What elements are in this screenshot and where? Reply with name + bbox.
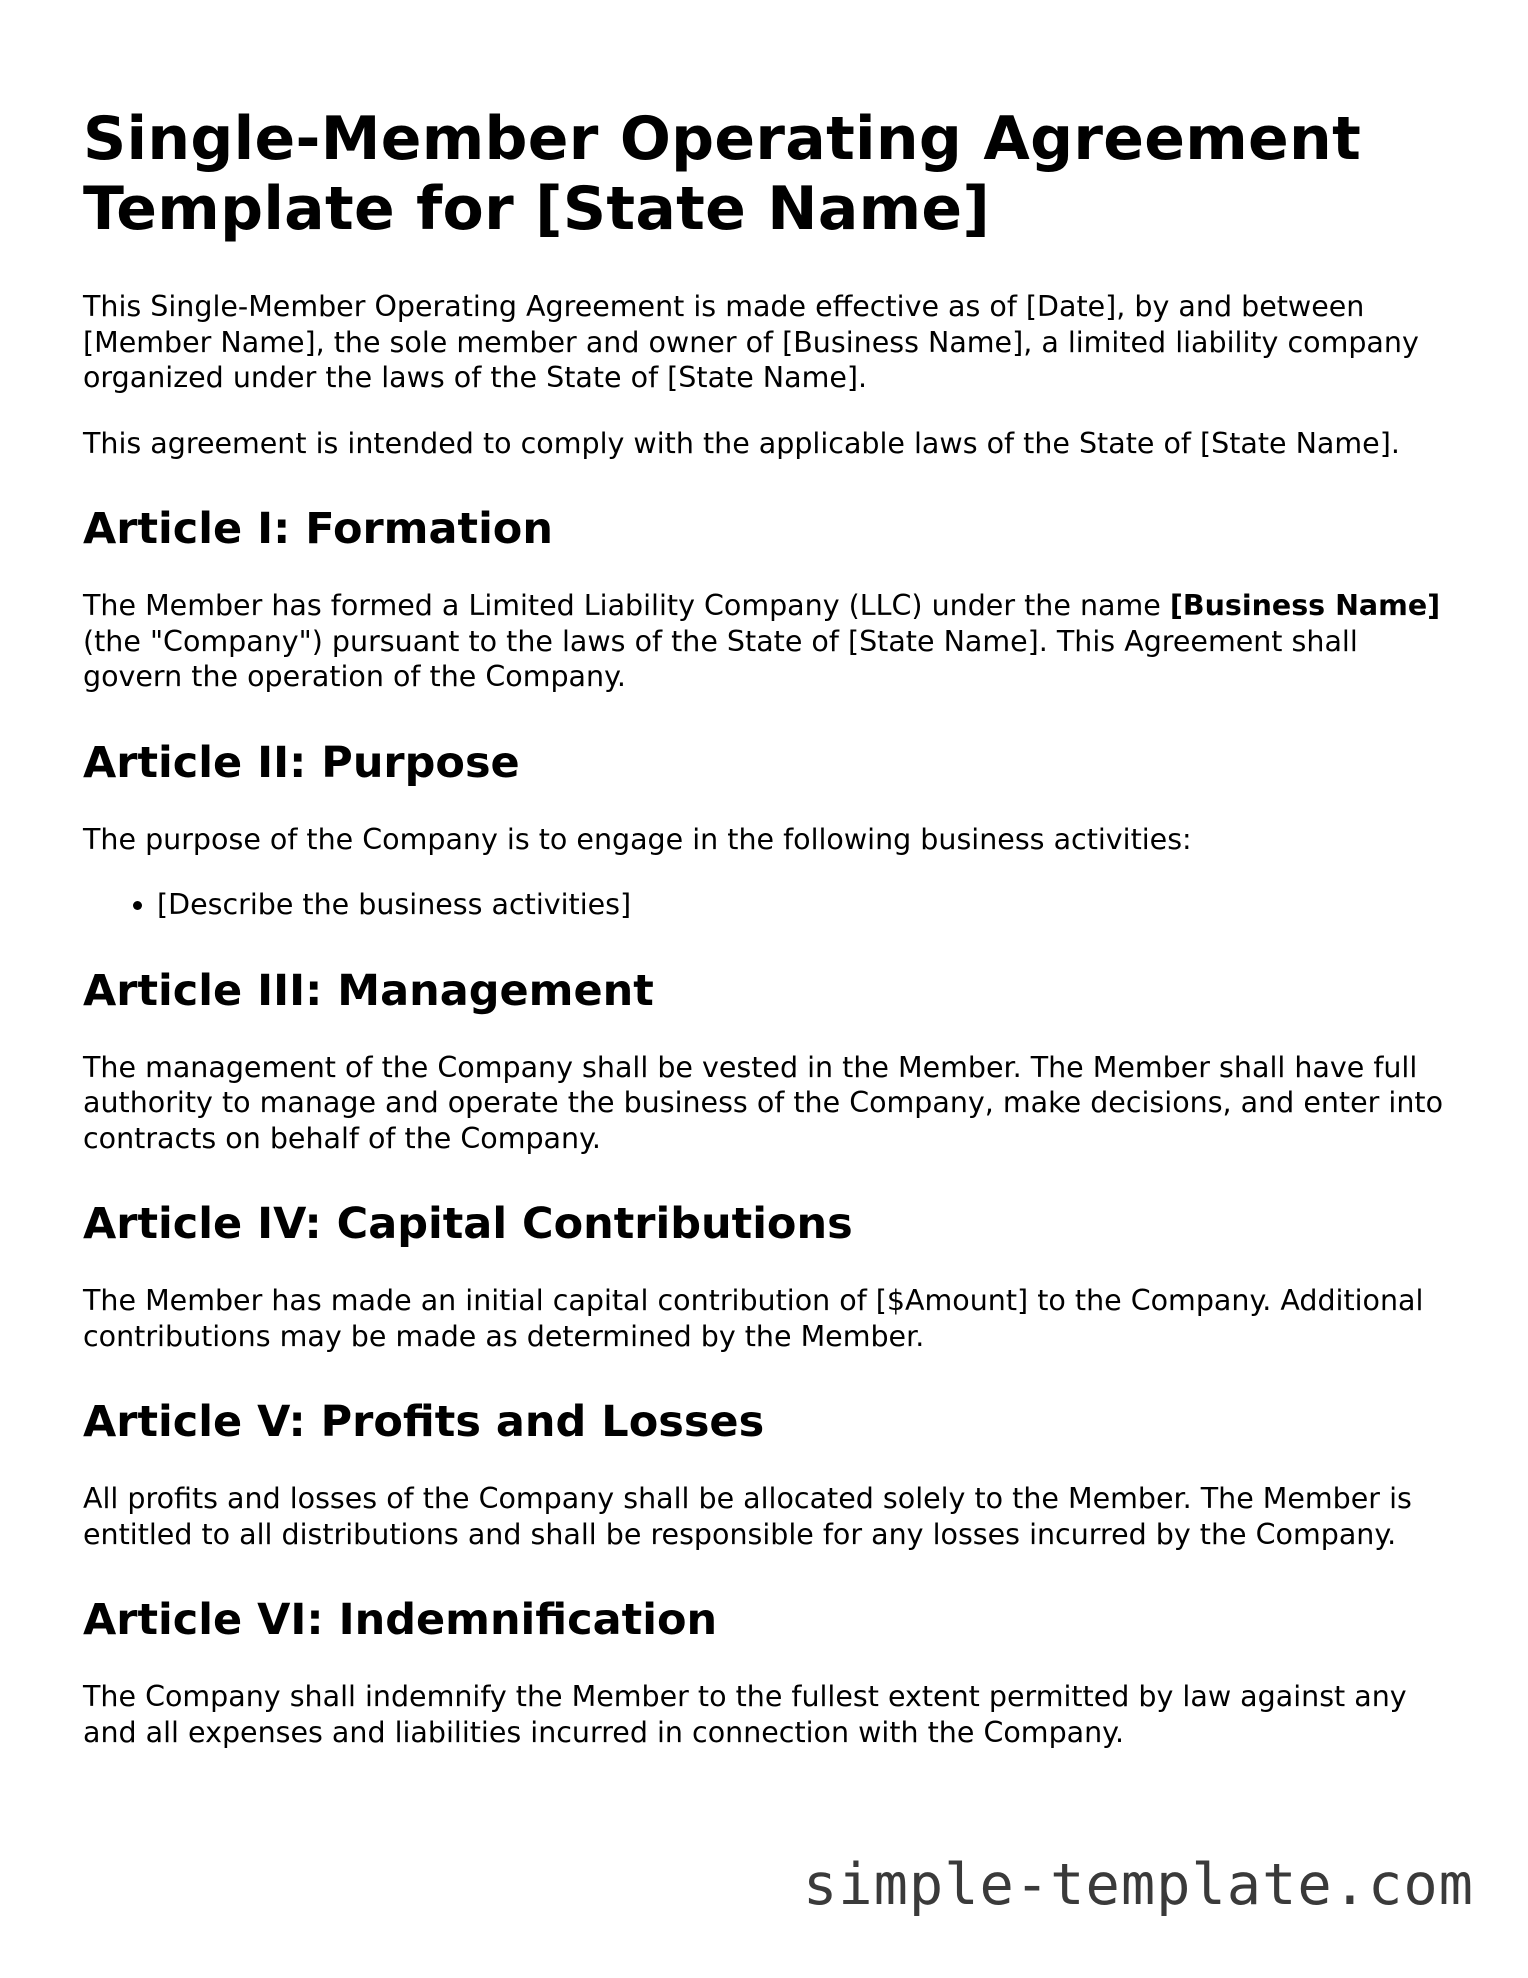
article-heading: Article V: Profits and Losses xyxy=(83,1397,765,1447)
footer-brand-watermark: simple-template.com xyxy=(802,1852,1474,1918)
article-body: All profits and losses of the Company shall be allocated solely to the Member. The Member is entitled to all distributions and shall be responsible for any losses incurred by the Company. xyxy=(83,1482,1412,1551)
article-body: The Member has made an initial capital contribution of [$Amount] to the Company. Additional contributions may be made as determined by the Member. xyxy=(83,1284,1424,1353)
article-body: The Company shall indemnify the Member to the fullest extent permitted by law against any and all expenses and liabilities incurred in connection with the Company. xyxy=(83,1680,1407,1749)
document-title: Single-Member Operating Agreement Template for [State Name] xyxy=(83,104,1362,244)
intro-paragraph: This Single-Member Operating Agreement is made effective as of [Date], by and between [Member Name], the sole member and owner of [Business Name], a limited liability company organized under the laws of the State of [State Name]. xyxy=(83,290,1419,394)
article-heading: Article III: Management xyxy=(83,965,654,1016)
business-name-bold: [Business Name] xyxy=(1169,589,1441,622)
article-capital-contributions xyxy=(83,1198,1453,1354)
document-page xyxy=(83,104,1453,1780)
article-body xyxy=(83,588,1453,695)
article-heading: Article I: Formation xyxy=(83,504,553,554)
article-purpose xyxy=(83,737,1453,923)
article-heading: Article II: Purpose xyxy=(83,737,520,788)
article-body: The purpose of the Company is to engage in the following business activities: xyxy=(83,822,1192,856)
article-heading: Article IV: Capital Contributions xyxy=(83,1199,853,1249)
article-formation xyxy=(83,503,1453,695)
intro-paragraph: This agreement is intended to comply with the applicable laws of the State of [State Name]. xyxy=(83,426,1400,460)
article-body: The management of the Company shall be vested in the Member. The Member shall have full authority to manage and operate the business of the Company, make decisions, and enter into contracts on behalf of the Company. xyxy=(83,1050,1444,1155)
article-indemnification xyxy=(83,1594,1453,1750)
list-item: • [Describe the business activities] xyxy=(157,887,1453,923)
activities-list xyxy=(83,887,1453,923)
article-profits-losses xyxy=(83,1396,1453,1552)
article-heading: Article VI: Indemnification xyxy=(83,1595,718,1645)
article-management xyxy=(83,965,1453,1157)
article-text: (the "Company") pursuant to the laws of the State of [State Name]. This Agreement shall govern the operation of the Company. xyxy=(83,624,1358,693)
article-text: The Member has formed a Limited Liability Company (LLC) under the name xyxy=(83,589,1170,622)
